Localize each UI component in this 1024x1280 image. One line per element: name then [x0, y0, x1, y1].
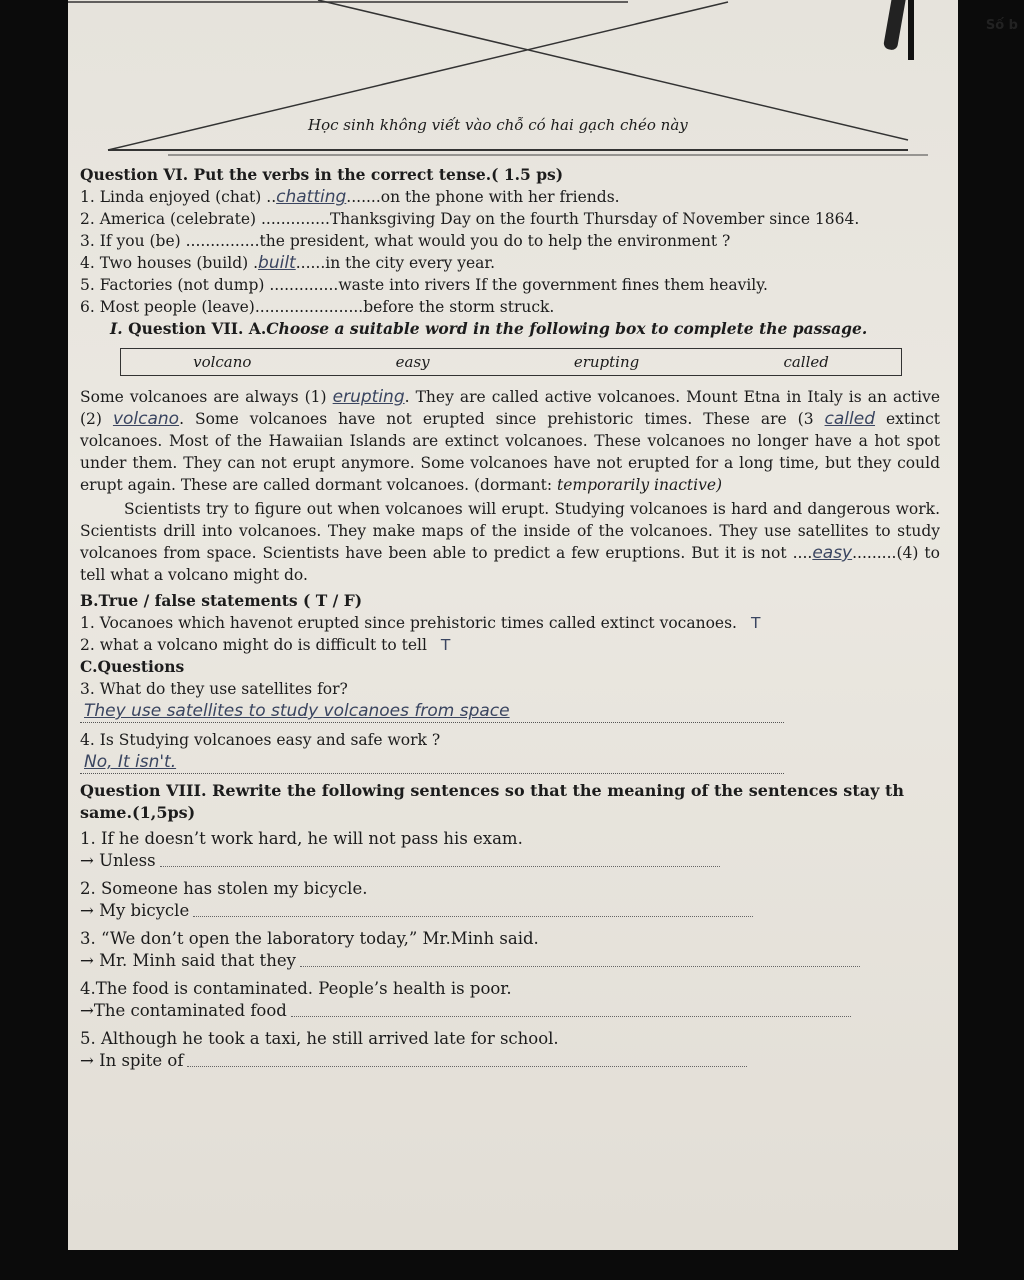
answer-3: called: [824, 409, 876, 429]
rewrite-sentence: 5. Although he took a taxi, he still arrived late for school.: [80, 1029, 559, 1048]
questions-title: C.Questions: [80, 657, 185, 676]
word-box-item: volcano: [193, 353, 252, 371]
tf-item: 1. Vocanoes which havenot erupted since prehistoric times called extinct vocanoes. T: [80, 614, 761, 632]
rewrite-sentence: 1. If he doesn’t work hard, he will not pass his exam.: [80, 829, 523, 848]
q6-item: 6. Most people (leave)......................before the storm struck.: [80, 298, 555, 316]
question-8-title: Question VIII. Rewrite the following sentences so that the meaning of the sentences stay th same.(1,5ps): [80, 781, 904, 822]
question-7-title: I. Question VII. A.Choose a suitable word in the following box to complete the passage.: [110, 319, 868, 338]
rewrite-answer: → In spite of: [80, 1050, 940, 1072]
word-box: [120, 348, 902, 376]
rewrite-sentence: 4.The food is contaminated. People’s health is poor.: [80, 979, 512, 998]
word-box-item: called: [783, 353, 829, 371]
rewrite-sentence: 3. “We don’t open the laboratory today,” Mr.Minh said.: [80, 929, 539, 948]
passage-paragraph-2: Scientists try to figure out when volcanoes will erupt. Studying volcanoes is hard and dangerous work. Scientists drill into volcanoes. They make maps of the inside of the volcanoes. They use satellites to study volcanoes from space. Scientists have been able to predict a few eruptions. But it is not ....easy.........(4) to tell what a volcano might do.: [80, 500, 940, 584]
rewrite-sentence: 2. Someone has stolen my bicycle.: [80, 879, 368, 898]
answer-4: easy: [812, 543, 853, 563]
q6-item: 4. Two houses (build) .built......in the city every year.: [80, 253, 496, 273]
dark-background-strip: [958, 0, 1024, 1280]
exam-paper: [68, 0, 958, 1250]
no-write-note: Học sinh không viết vào chỗ có hai gạch chéo này: [308, 116, 688, 134]
word-box-item: erupting: [573, 353, 640, 371]
rewrite-answer: → My bicycle: [80, 900, 940, 922]
question-item: 3. What do they use satellites for?: [80, 680, 348, 698]
q6-item: 2. America (celebrate) ..............Thanksgiving Day on the fourth Thursday of November since 1864.: [80, 210, 860, 228]
passage-paragraph-1: Some volcanoes are always (1) erupting. They are called active volcanoes. Mount Etna in Italy is an active (2) volcano. Some volcanoes have not erupted since prehistoric times. These are (3 called extinct volcanoes. Most of the Hawaiian Islands are extinct volcanoes. These volcanoes no longer have a hot spot under them. They can not erupt anymore. Some volcanoes have not erupted for a long time, but they could erupt again. These are called dormant volcanoes. (dormant: temporarily inactive): [80, 387, 941, 494]
answer-line: They use satellites to study volcanoes from space: [80, 700, 784, 723]
rewrite-answer: → Unless: [80, 850, 940, 872]
answer-2: volcano: [112, 409, 180, 429]
true-false-title: B.True / false statements ( T / F): [80, 591, 363, 610]
corner-label: Số b: [985, 18, 1018, 33]
question-6-title: Question VI. Put the verbs in the correct tense.( 1.5 ps): [80, 165, 564, 184]
q6-item: 1. Linda enjoyed (chat) ..chatting.......on the phone with her friends.: [80, 187, 620, 207]
exam-content: [80, 164, 940, 1072]
word-box-item: easy: [395, 353, 430, 371]
q6-item: 3. If you (be) ...............the president, what would you do to help the environment ?: [80, 232, 731, 250]
answer-line: No, It isn't.: [80, 751, 784, 774]
pen-icon: [868, 0, 958, 60]
q6-item: 5. Factories (not dump) ..............waste into rivers If the government fines them heavily.: [80, 276, 768, 294]
tf-item: 2. what a volcano might do is difficult to tell T: [80, 636, 451, 654]
volcano-passage: [80, 386, 940, 586]
rewrite-answer: → Mr. Minh said that they: [80, 950, 940, 972]
answer-1: erupting: [332, 387, 405, 407]
no-write-crossed-box: [68, 0, 958, 160]
question-item: 4. Is Studying volcanoes easy and safe work ?: [80, 731, 441, 749]
rewrite-answer: →The contaminated food: [80, 1000, 940, 1022]
